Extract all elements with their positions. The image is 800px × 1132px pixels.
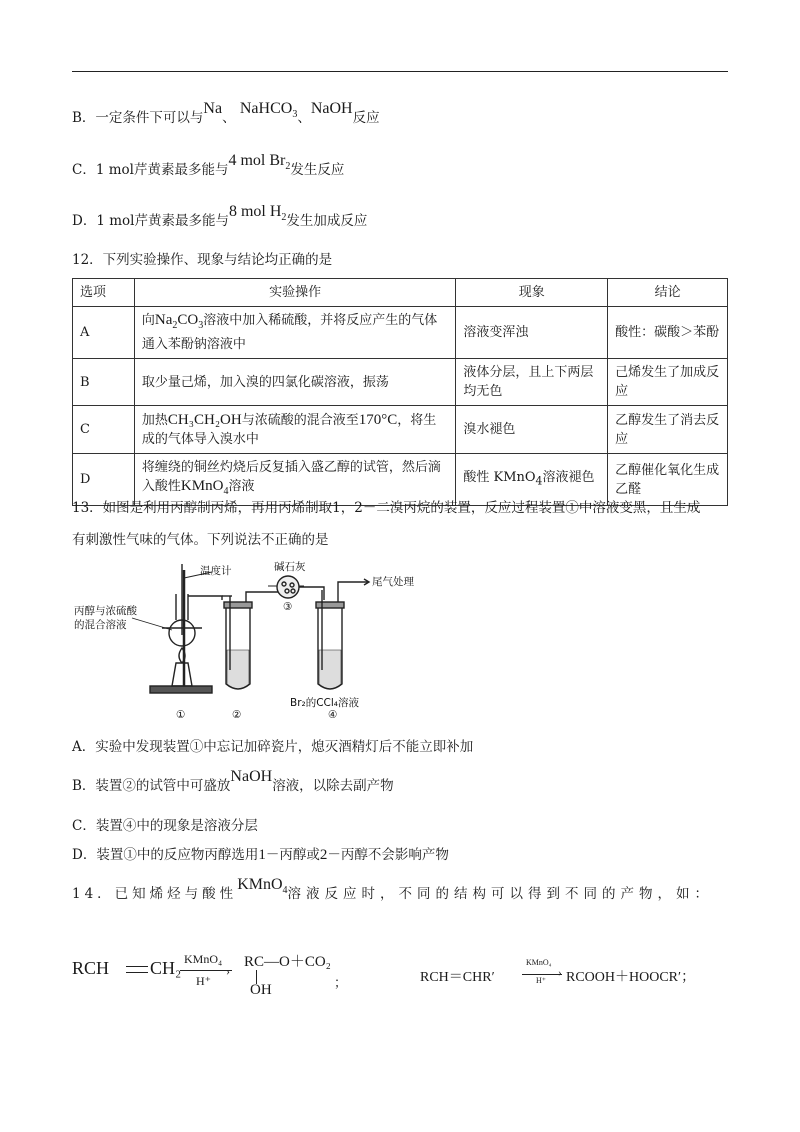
table-header-row [73, 279, 728, 307]
eq2-reactant: RCH＝CHR′ [420, 970, 495, 985]
apparatus-figure [72, 560, 422, 722]
row-operation: 加热CH₃CH₂OH与浓硫酸的混合液至170°C，将生成的气体导入溴水中 [134, 406, 455, 454]
eq1-reagent: KMnO₄ [184, 952, 223, 966]
row-option: A [73, 307, 135, 359]
label-device-2: ② [232, 709, 242, 721]
option-b-q13: B．装置②的试管中可盛放NaOH溶液，以除去副产物 [72, 768, 394, 794]
eq1-arrow-head: › [226, 964, 230, 978]
eq1-product-oh: OH [250, 982, 272, 998]
eq1-condition: H⁺ [196, 974, 211, 988]
table-row [73, 307, 728, 359]
eq1-reactant-left: RCH [72, 958, 110, 978]
label-device-3: ③ [283, 601, 293, 613]
label-bromine-solution: Br₂的CCl₄溶液 [290, 697, 360, 709]
label-thermometer: 温度计 [200, 565, 232, 577]
table-row [73, 406, 728, 454]
row-operation: 取少量己烯，加入溴的四氯化碳溶液，振荡 [134, 359, 455, 406]
equation-2 [420, 958, 730, 1002]
label-device-1: ① [176, 709, 186, 721]
question-12-stem: 12．下列实验操作、现象与结论均正确的是 [72, 252, 333, 268]
eq2-arrow [522, 974, 562, 975]
apparatus-diagram [72, 560, 422, 722]
option-d-q11: D．1 mol芹黄素最多能与8 mol $H_2$发生加成反应 [72, 203, 368, 229]
row-conclusion: 乙醇发生了消去反应 [608, 406, 728, 454]
row-option: B [73, 359, 135, 406]
label-device-4: ④ [328, 709, 338, 721]
option-c-q13: C．装置④中的现象是溶液分层 [72, 818, 258, 834]
eq2-condition: H⁺ [536, 976, 546, 985]
eq2-products: RCOOH＋HOOCR′； [566, 970, 696, 985]
row-operation: 向$Na_2CO_3$溶液中加入稀硫酸，并将反应产生的气体通入苯酚钠溶液中 [134, 307, 455, 359]
question-14-stem: 14．已知烯烃与酸性KMnO$_4$溶液反应时，不同的结构可以得到不同的产物，如： [72, 876, 714, 902]
experiment-table [72, 278, 728, 506]
eq1-product: RC—O＋CO₂ [244, 954, 331, 970]
row-operation: 将缠绕的铜丝灼烧后反复插入盛乙醇的试管，然后滴入酸性KMnO$_4$溶液 [134, 454, 455, 506]
eq2-reagent: KMnO₄ [526, 958, 552, 967]
option-b-q11: B．一定条件下可以与Na、 NaHCO$_3$、NaOH反应 [72, 100, 380, 126]
row-option: D [73, 454, 135, 506]
label-soda-lime: 碱石灰 [274, 561, 306, 573]
row-phenomenon: 酸性 KMnO$_4$溶液褪色 [456, 454, 608, 506]
table-row [73, 359, 728, 406]
row-conclusion: 酸性：碳酸＞苯酚 [608, 307, 728, 359]
question-13-stem-line2: 有刺激性气味的气体。下列说法不正确的是 [72, 532, 329, 548]
question-13-stem-line1: 13．如图是利用丙醇制丙烯，再用丙烯制取1，2－二溴丙烷的装置，反应过程装置①中溶液变黑，且生成 [72, 500, 701, 516]
header-operation: 实验操作 [134, 279, 455, 307]
eq1-arrow [180, 970, 232, 971]
row-conclusion: 乙醇催化氧化生成乙醛 [608, 454, 728, 506]
header-rule [72, 71, 728, 72]
row-phenomenon: 液体分层，且上下两层均无色 [456, 359, 608, 406]
row-option: C [73, 406, 135, 454]
eq1-reactant-right: CH₂ [150, 958, 182, 978]
label-exhaust: 尾气处理 [372, 576, 414, 588]
label-mixture-1: 丙醇与浓硫酸 [74, 605, 137, 617]
eq2-arrow-head: › [558, 967, 562, 979]
header-option: 选项 [73, 279, 135, 307]
row-phenomenon: 溴水褪色 [456, 406, 608, 454]
row-phenomenon: 溶液变浑浊 [456, 307, 608, 359]
equation-1 [72, 950, 372, 1010]
label-mixture-2: 的混合溶液 [74, 619, 127, 631]
row-conclusion: 己烯发生了加成反应 [608, 359, 728, 406]
header-phenomenon: 现象 [456, 279, 608, 307]
header-conclusion: 结论 [608, 279, 728, 307]
option-c-q11: C．1 mol芹黄素最多能与4 mol $Br_2$发生反应 [72, 152, 345, 178]
option-d-q13: D．装置①中的反应物丙醇选用1－丙醇或2－丙醇不会影响产物 [72, 847, 449, 863]
eq1-separator: ； [334, 975, 348, 990]
option-a-q13: A．实验中发现装置①中忘记加碎瓷片，熄灭酒精灯后不能立即补加 [72, 739, 474, 755]
eq1-double-bond [126, 966, 148, 973]
